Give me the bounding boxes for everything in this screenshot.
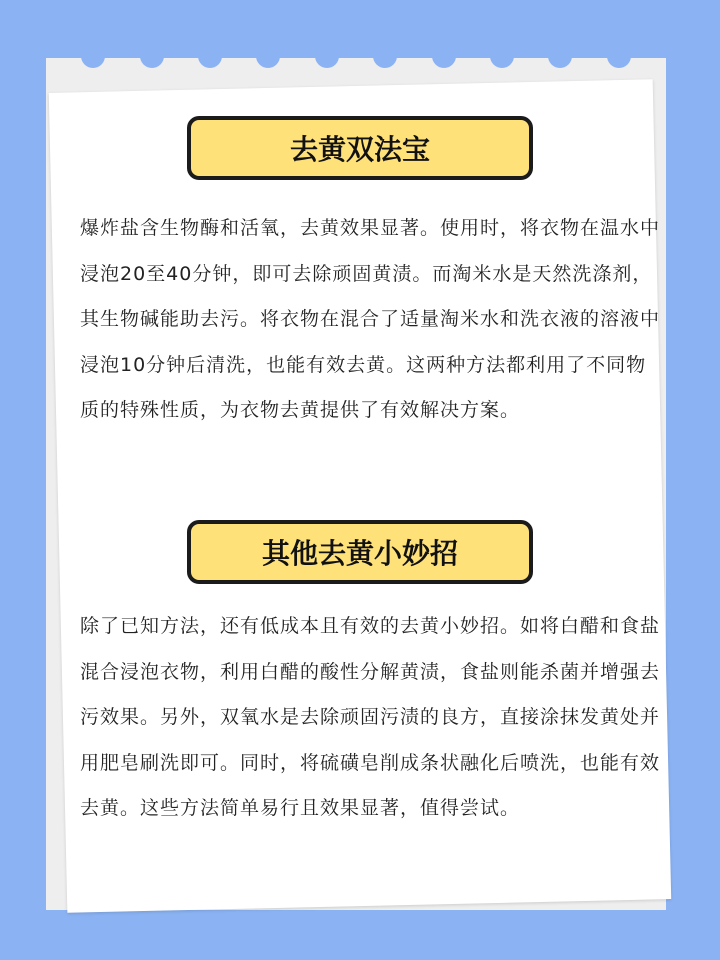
- binder-holes: [46, 44, 666, 72]
- binder-hole: [81, 44, 105, 68]
- section-title: 去黄双法宝: [187, 116, 533, 180]
- binder-hole: [315, 44, 339, 68]
- binder-hole: [490, 44, 514, 68]
- section-body: 除了已知方法，还有低成本且有效的去黄小妙招。如将白醋和食盐混合浸泡衣物，利用白醋的酸性分解黄渍，食盐则能杀菌并增强去污效果。另外，双氧水是去除顽固污渍的良方，直接涂抹发黄处并用肥皂刷洗即可。同时，将硫磺皂削成条状融化后喷洗，也能有效去黄。这些方法简单易行且效果显著，值得尝试。: [80, 615, 661, 819]
- binder-hole: [198, 44, 222, 68]
- binder-hole: [373, 44, 397, 68]
- binder-hole: [607, 44, 631, 68]
- binder-hole: [256, 44, 280, 68]
- binder-hole: [140, 44, 164, 68]
- binder-hole: [432, 44, 456, 68]
- binder-hole: [548, 44, 572, 68]
- section-body: 爆炸盐含生物酶和活氧，去黄效果显著。使用时，将衣物在温水中浸泡20至40分钟，即可去除顽固黄渍。而淘米水是天然洗涤剂，其生物碱能助去污。将衣物在混合了适量淘米水和洗衣液的溶液中浸泡10分钟后清洗，也能有效去黄。这两种方法都利用了不同物质的特殊性质，为衣物去黄提供了有效解决方案。: [80, 217, 661, 421]
- section-title: 其他去黄小妙招: [187, 520, 533, 584]
